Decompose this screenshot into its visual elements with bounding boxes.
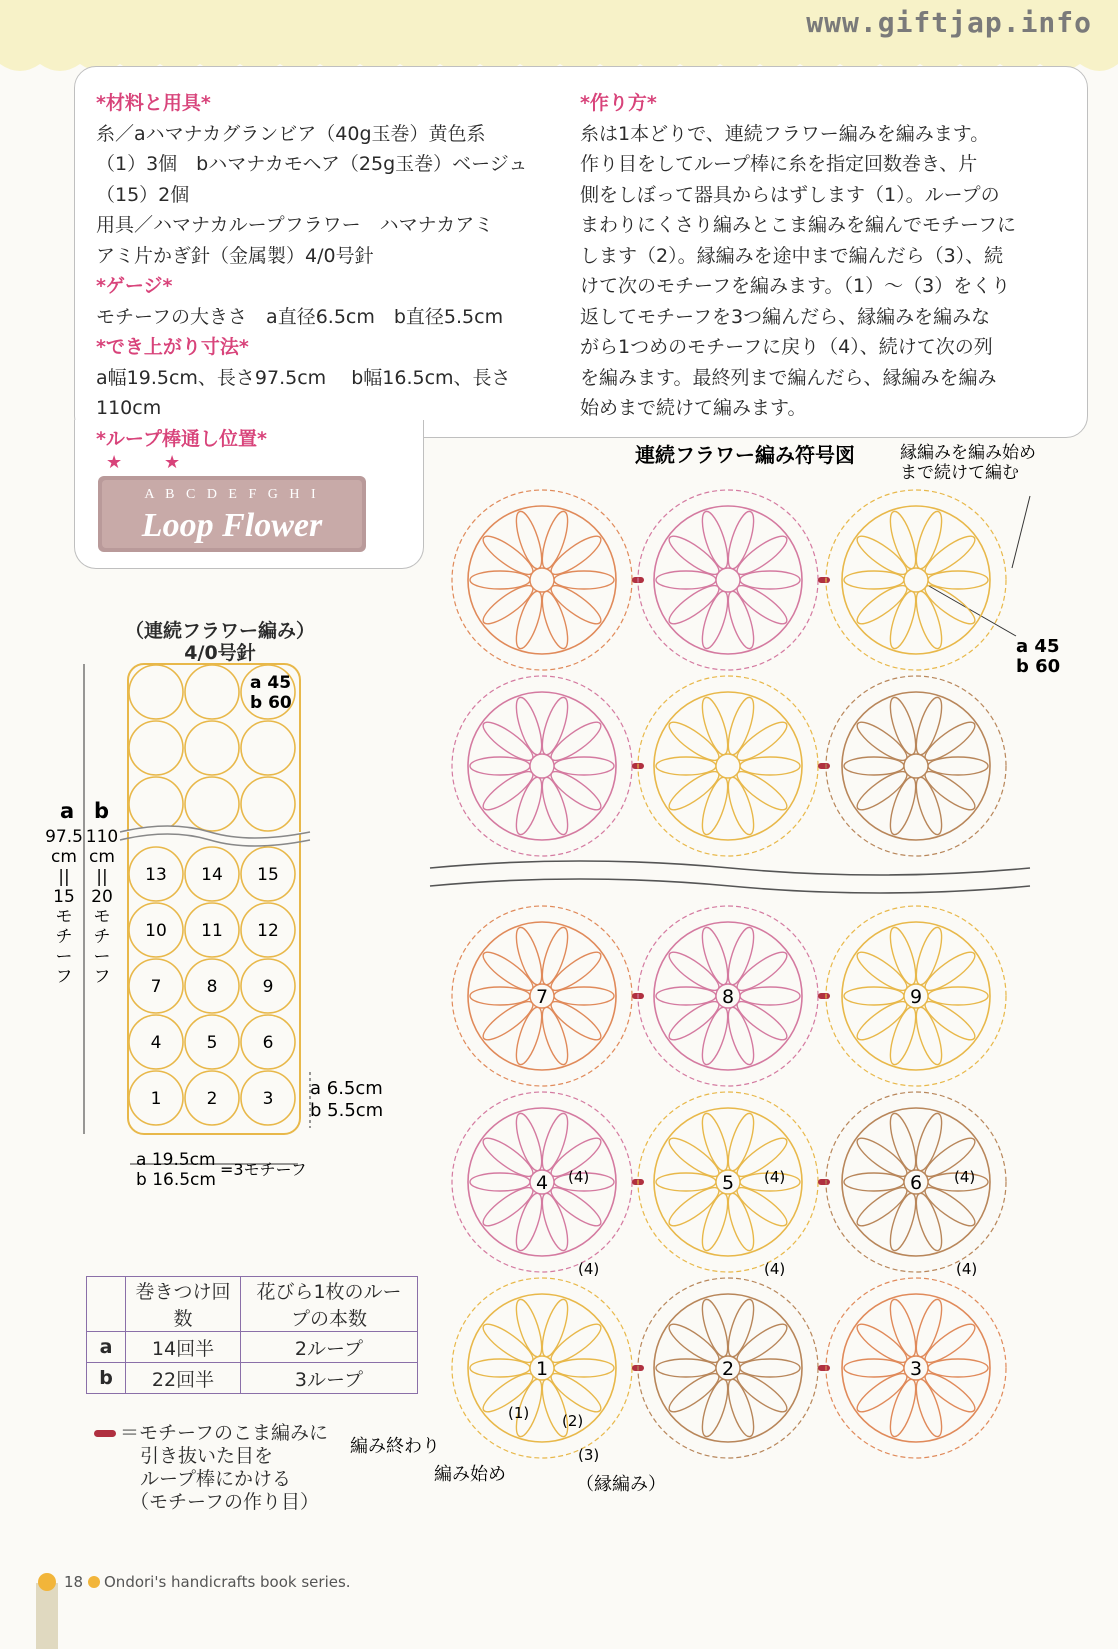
motif-petal — [664, 1368, 723, 1418]
motif-number: 6 — [909, 1172, 923, 1194]
side-b-text: || — [96, 867, 108, 887]
finished-heading: *でき上がり寸法* — [96, 336, 249, 358]
chart-side-b: b 60 — [1016, 656, 1061, 677]
motif-petal — [928, 1359, 988, 1377]
motif-petal — [470, 1173, 530, 1191]
motif-petal — [852, 1318, 911, 1368]
table-cell: 3ループ — [241, 1363, 418, 1394]
motif-petal — [740, 1359, 800, 1377]
method-line: 糸は1本どりで、連続フラワー編みを編みます。 — [580, 122, 990, 145]
motif-petal — [546, 996, 605, 1046]
slip-stitch-mark — [818, 763, 830, 769]
gauge-line: モチーフの大きさ a直径6.5cm b直径5.5cm — [96, 305, 504, 328]
motif-number: 3 — [909, 1358, 923, 1380]
motif-number: 2 — [721, 1358, 735, 1380]
motif-number: 9 — [909, 986, 923, 1008]
motif-petal — [885, 1297, 921, 1360]
table-row-label: b — [87, 1363, 126, 1394]
side-a-label: a — [60, 799, 75, 823]
materials-line: （1）3個 bハマナカモヘア（25g玉巻）ベージュ — [96, 153, 528, 175]
motif-petal — [537, 1191, 573, 1254]
motif-number: 7 — [535, 986, 549, 1008]
layout-cell-number: 3 — [262, 1089, 274, 1109]
motif-petal — [546, 1182, 605, 1232]
motif-petal — [478, 716, 537, 766]
side-b-text: チ — [93, 927, 111, 947]
layout-motif-circle — [241, 777, 295, 831]
chart-note: 縁編みを編み始め — [900, 443, 1036, 463]
slip-stitch-mark — [818, 577, 830, 583]
motif-center — [904, 754, 928, 778]
loop-position-heading: *ループ棒通し位置* — [96, 427, 267, 450]
layout-motif-circle — [241, 721, 295, 775]
motif-petal — [478, 1318, 537, 1368]
layout-motif-circle — [129, 721, 183, 775]
motif-petal — [740, 571, 800, 589]
motif-petal — [723, 1377, 759, 1440]
side-a-text: || — [58, 867, 70, 887]
side-a-text: 15 — [53, 887, 75, 907]
diameter-a: a 6.5cm — [310, 1078, 383, 1099]
motif-petal — [664, 946, 723, 996]
motif-petal — [740, 987, 800, 1005]
motif-petal — [732, 946, 791, 996]
motif-petal — [844, 1359, 904, 1377]
layout-title — [110, 620, 330, 664]
step-label: (4) — [764, 1168, 786, 1186]
motif-petal — [478, 580, 537, 630]
method-line: を編みます。最終列まで編んだら、縁編みを編み — [580, 366, 997, 389]
motif-petal — [656, 757, 716, 775]
motif-petal — [852, 530, 911, 580]
motif-petal — [656, 987, 716, 1005]
layout-motif-circle — [185, 721, 239, 775]
layout-cell-number: 1 — [150, 1089, 162, 1109]
materials-column — [96, 88, 556, 454]
method-line: 返してモチーフを3つ編んだら、縁編みを編みな — [580, 305, 991, 328]
motif-petal — [911, 1191, 947, 1254]
legend-line: （モチーフの作り目） — [130, 1491, 320, 1513]
layout-cell-number: 5 — [206, 1033, 218, 1053]
motif-petal — [920, 1318, 979, 1368]
motif-petal — [664, 530, 723, 580]
motif-petal — [732, 530, 791, 580]
motif-petal — [546, 580, 605, 630]
motif-petal — [885, 1111, 921, 1174]
motif-petal — [664, 996, 723, 1046]
method-line: けて次のモチーフを編みます。（1）～（3）をくり — [580, 275, 1011, 297]
motif-petal — [554, 571, 614, 589]
table-row-label: a — [87, 1332, 126, 1363]
star-icon: ★ — [106, 452, 123, 473]
method-line: 始めまで続けて編みます。 — [580, 397, 807, 419]
method-line: がら1つめのモチーフに戻り（4）、続けて次の列 — [580, 336, 993, 358]
motif-center — [530, 754, 554, 778]
step-label: (4) — [578, 1260, 600, 1278]
motif-petal — [697, 1111, 733, 1174]
motif-petal — [885, 695, 921, 758]
slip-stitch-mark — [818, 1179, 830, 1185]
layout-motif-circle — [185, 665, 239, 719]
layout-motif-circle — [129, 777, 183, 831]
layout-cell-number: 8 — [206, 977, 218, 997]
motif-petal — [537, 589, 573, 652]
motif-petal — [852, 1182, 911, 1232]
motif-petal — [664, 766, 723, 816]
motif-petal — [852, 996, 911, 1046]
layout-cell-number: 15 — [257, 865, 279, 885]
diameter-b: b 5.5cm — [310, 1100, 384, 1121]
motif-petal — [478, 1132, 537, 1182]
step-label: (4) — [568, 1168, 590, 1186]
side-a-text: フ — [55, 967, 73, 987]
motif-petal — [537, 775, 573, 838]
motif-petal — [920, 996, 979, 1046]
motif-petal — [697, 695, 733, 758]
motif-petal — [911, 775, 947, 838]
motif-petal — [732, 766, 791, 816]
motif-petal — [511, 695, 547, 758]
table-cell: 2ループ — [241, 1332, 418, 1363]
layout-title-line: （連続フラワー編み） — [124, 620, 315, 642]
note-leader — [1012, 496, 1030, 568]
motif-petal — [852, 716, 911, 766]
motif-petal — [740, 757, 800, 775]
motif-petal — [920, 766, 979, 816]
motif-petal — [478, 1182, 537, 1232]
step-label: (2) — [562, 1412, 584, 1430]
layout-diagram — [40, 660, 420, 1220]
motif-petal — [852, 766, 911, 816]
end-label: 編み終わり — [350, 1436, 440, 1457]
motif-petal — [852, 946, 911, 996]
motif-petal — [911, 589, 947, 652]
layout-cell-number: 6 — [262, 1033, 274, 1053]
loop-brand: Loop Flower — [141, 507, 323, 544]
slip-stitch-mark — [818, 993, 830, 999]
motif-petal — [723, 589, 759, 652]
legend — [94, 1422, 328, 1514]
motif-number: 8 — [721, 986, 735, 1008]
layout-cell-number: 12 — [257, 921, 279, 941]
motif-number: 1 — [535, 1358, 549, 1380]
motif-petal — [664, 1132, 723, 1182]
motif-petal — [546, 716, 605, 766]
motif-petal — [844, 571, 904, 589]
loop-table — [86, 1276, 418, 1394]
table-header: 巻きつけ回数 — [126, 1277, 241, 1332]
motif-petal — [546, 1318, 605, 1368]
motif-petal — [723, 1005, 759, 1068]
motif-petal — [656, 1359, 716, 1377]
motif-petal — [664, 580, 723, 630]
motif-petal — [554, 757, 614, 775]
motif-petal — [511, 925, 547, 988]
motif-petal — [852, 1132, 911, 1182]
motif-petal — [885, 925, 921, 988]
motif-petal — [656, 1173, 716, 1191]
width-b: b 16.5cm — [136, 1170, 216, 1190]
legend-line: ループ棒にかける — [140, 1468, 292, 1490]
motif-number: 4 — [535, 1172, 549, 1194]
motif-petal — [852, 580, 911, 630]
motif-petal — [546, 766, 605, 816]
loop-letters: A B C D E F G H I — [144, 487, 320, 502]
layout-motif-circle — [129, 665, 183, 719]
motif-petal — [732, 716, 791, 766]
method-line: 作り目をしてループ棒に糸を指定回数巻き、片 — [580, 153, 978, 175]
layout-cell-number: 10 — [145, 921, 167, 941]
motif-petal — [920, 1182, 979, 1232]
motif-petal — [656, 571, 716, 589]
motif-petal — [920, 946, 979, 996]
layout-needle: 4/0号針 — [184, 642, 256, 664]
motif-center — [530, 568, 554, 592]
chart-note: まで続けて編む — [900, 463, 1019, 483]
materials-line: 用具／ハマナカループフラワー ハマナカアミ — [96, 214, 494, 236]
symbol-chart — [350, 440, 1100, 1550]
layout-top-b: b 60 — [250, 693, 292, 713]
layout-top-a: a 45 — [250, 673, 292, 693]
legend-line: ＝モチーフのこま編みに — [120, 1422, 329, 1444]
layout-cell-number: 7 — [150, 977, 162, 997]
motif-petal — [697, 509, 733, 572]
side-a-text: ー — [55, 947, 73, 967]
finished-line: 110cm — [96, 397, 162, 419]
motif-petal — [470, 757, 530, 775]
step-label: (4) — [956, 1260, 978, 1278]
finished-line: a幅19.5cm、長さ97.5cm b幅16.5cm、長さ — [96, 366, 511, 389]
motif-petal — [478, 996, 537, 1046]
materials-line: アミ片かぎ針（金属製）4/0号針 — [96, 244, 374, 267]
layout-motif-circle — [185, 777, 239, 831]
star-icon: ★ — [164, 452, 181, 473]
break-mark — [430, 861, 1030, 875]
motif-petal — [664, 1182, 723, 1232]
step-label: (3) — [578, 1446, 600, 1464]
motif-number: 5 — [721, 1172, 735, 1194]
table-cell: 22回半 — [126, 1363, 241, 1394]
method-line: します（2）。縁編みを途中まで編んだら（3）、続 — [580, 244, 1004, 267]
motif-petal — [664, 1318, 723, 1368]
site-url[interactable]: www.giftjap.info — [806, 6, 1092, 39]
motif-petal — [920, 530, 979, 580]
step-label: (4) — [764, 1260, 786, 1278]
motif-petal — [537, 1005, 573, 1068]
motif-center — [716, 754, 740, 778]
motif-petal — [732, 580, 791, 630]
side-a-text: チ — [55, 927, 73, 947]
motif-petal — [920, 716, 979, 766]
layout-cell-number: 14 — [201, 865, 223, 885]
bullet-icon — [88, 1576, 100, 1588]
motif-petal — [511, 1111, 547, 1174]
materials-line: （15）2個 — [96, 183, 190, 206]
table-corner — [87, 1277, 126, 1332]
table-cell: 14回半 — [126, 1332, 241, 1363]
motif-petal — [911, 1377, 947, 1440]
layout-cell-number: 2 — [206, 1089, 218, 1109]
page-number: 18 — [64, 1573, 84, 1591]
motif-petal — [478, 530, 537, 580]
motif-petal — [920, 1368, 979, 1418]
motif-petal — [844, 757, 904, 775]
layout-cell-number: 9 — [262, 977, 274, 997]
motif-petal — [911, 1005, 947, 1068]
motif-petal — [723, 775, 759, 838]
motif-petal — [664, 716, 723, 766]
side-b-text: cm — [89, 847, 115, 867]
motif-petal — [511, 1297, 547, 1360]
motif-petal — [554, 987, 614, 1005]
method-heading: *作り方* — [580, 92, 657, 114]
motif-petal — [928, 987, 988, 1005]
motif-center — [716, 568, 740, 592]
motif-petal — [852, 1368, 911, 1418]
motif-petal — [546, 530, 605, 580]
motif-petal — [478, 766, 537, 816]
side-a-text: モ — [55, 907, 73, 927]
layout-cell-number: 13 — [145, 865, 167, 885]
motif-petal — [723, 1191, 759, 1254]
motif-petal — [470, 571, 530, 589]
motif-petal — [928, 571, 988, 589]
motif-petal — [732, 1318, 791, 1368]
motif-petal — [470, 987, 530, 1005]
start-label: 編み始め — [434, 1464, 506, 1485]
layout-cell-number: 4 — [150, 1033, 162, 1053]
gauge-heading: *ゲージ* — [96, 275, 173, 297]
motif-petal — [554, 1359, 614, 1377]
step-label: (1) — [508, 1404, 530, 1422]
motif-petal — [511, 509, 547, 572]
motif-petal — [928, 757, 988, 775]
layout-frame — [128, 664, 300, 1134]
chart-title: 連続フラワー編み符号図 — [635, 443, 855, 467]
width-a: a 19.5cm — [136, 1150, 216, 1170]
motif-petal — [844, 987, 904, 1005]
motif-petal — [546, 1368, 605, 1418]
table-header: 花びら1枚のループの本数 — [241, 1277, 418, 1332]
motif-petal — [844, 1173, 904, 1191]
series-name: Ondori's handicrafts book series. — [104, 1573, 351, 1591]
slip-stitch-mark-icon — [94, 1430, 116, 1437]
method-line: まわりにくさり編みとこま編みを編んでモチーフに — [580, 214, 1017, 236]
side-b-text: ー — [93, 947, 111, 967]
motif-petal — [546, 946, 605, 996]
method-line: 側をしぼって器具からはずします（1）。ループの — [580, 183, 1000, 206]
step-label: (4) — [954, 1168, 976, 1186]
edge-label: （縁編み） — [576, 1474, 666, 1495]
side-a-text: cm — [51, 847, 77, 867]
materials-heading: *材料と用具* — [96, 92, 211, 114]
motif-petal — [732, 1368, 791, 1418]
break-mark — [430, 879, 1030, 893]
layout-cell-number: 11 — [201, 921, 223, 941]
bullet-icon — [38, 1573, 56, 1591]
side-b-text: 110 — [85, 827, 119, 847]
side-a-text: 97.5 — [45, 827, 83, 847]
motif-petal — [697, 925, 733, 988]
legend-line: 引き抜いた目を — [140, 1445, 274, 1467]
side-b-text: フ — [93, 967, 111, 987]
loop-flower-logo — [98, 476, 366, 552]
width-equals: =3モチーフ — [220, 1160, 307, 1179]
side-b-text: モ — [93, 907, 111, 927]
method-column — [580, 88, 1070, 424]
motif-petal — [732, 996, 791, 1046]
motif-petal — [732, 1182, 791, 1232]
slip-stitch-mark — [818, 1365, 830, 1371]
side-b-label: b — [94, 799, 110, 823]
motif-petal — [885, 509, 921, 572]
chart-side-a: a 45 — [1016, 636, 1060, 657]
side-b-text: 20 — [91, 887, 113, 907]
motif-petal — [697, 1297, 733, 1360]
footer-bar — [36, 1583, 58, 1649]
materials-line: 糸／aハマナカグランビア（40g玉巻）黄色系 — [96, 122, 486, 145]
motif-petal — [470, 1359, 530, 1377]
motif-petal — [478, 946, 537, 996]
motif-center — [904, 568, 928, 592]
motif-petal — [920, 580, 979, 630]
